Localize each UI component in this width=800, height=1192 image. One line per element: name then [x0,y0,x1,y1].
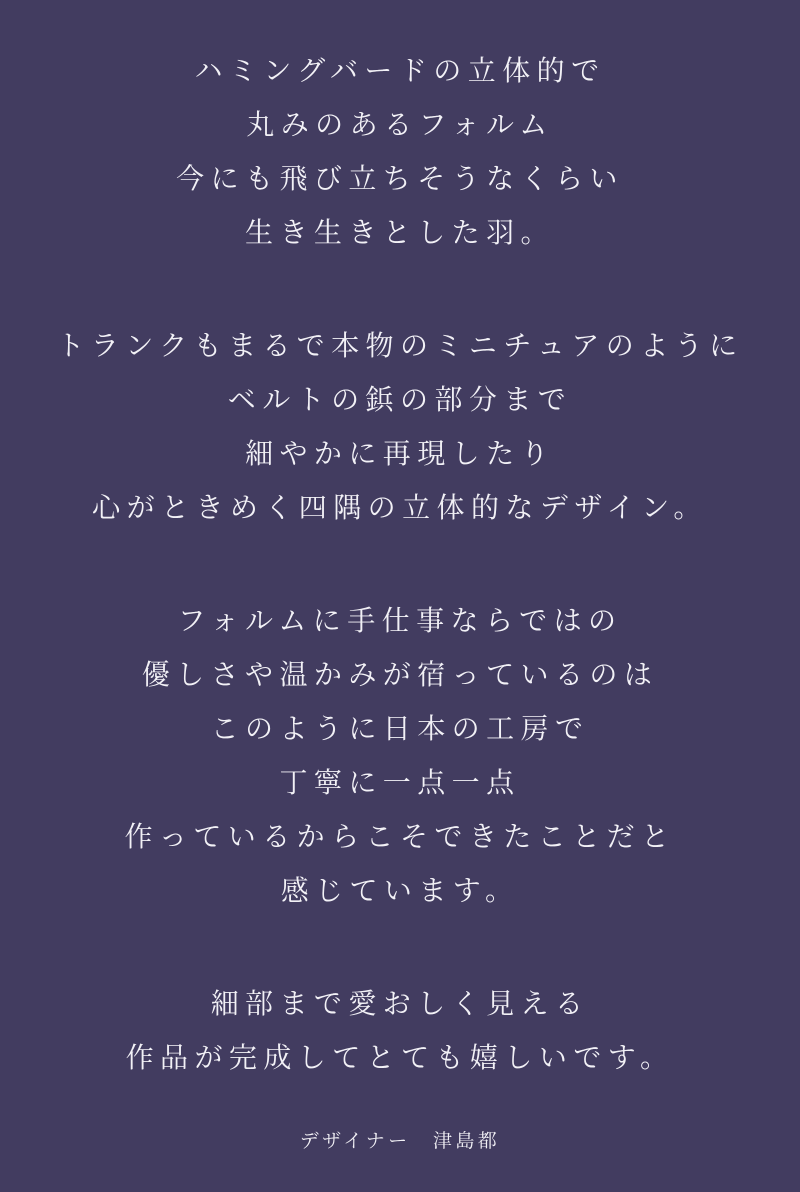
comment-line: 優しさや温かみが宿っているのは [141,660,659,691]
comment-line: 丁寧に一点一点 [279,768,521,799]
comment-paragraph-3 [0,595,800,919]
comment-line: フォルムに手仕事ならではの [177,606,623,637]
comment-paragraph-4 [0,978,800,1086]
comment-paragraph-1 [0,45,800,261]
comment-line: 作っているからこそできたことだと [124,822,676,853]
comment-paragraph-2 [0,320,800,536]
comment-line: 細やかに再現したり [245,439,555,470]
comment-line: 感じています。 [280,876,520,907]
comment-line: 細部まで愛おしく見える [210,989,590,1020]
comment-line: 心がときめく四隅の立体的なデザイン。 [92,493,708,524]
comment-line: このように日本の工房で [210,714,590,745]
comment-line: 生き生きとした羽。 [245,218,555,249]
comment-line: 作品が完成してとても嬉しいです。 [125,1043,675,1074]
comment-line: ベルトの鋲の部分まで [227,385,573,416]
comment-line: 今にも飛び立ちそうなくらい [176,164,624,195]
comment-line: トランクもまるで本物のミニチュアのように [56,331,744,362]
comment-line: ハミングバードの立体的で [194,56,606,87]
designer-credit: デザイナー 津島都 [299,1131,501,1152]
comment-line: 丸みのあるフォルム [246,110,554,141]
